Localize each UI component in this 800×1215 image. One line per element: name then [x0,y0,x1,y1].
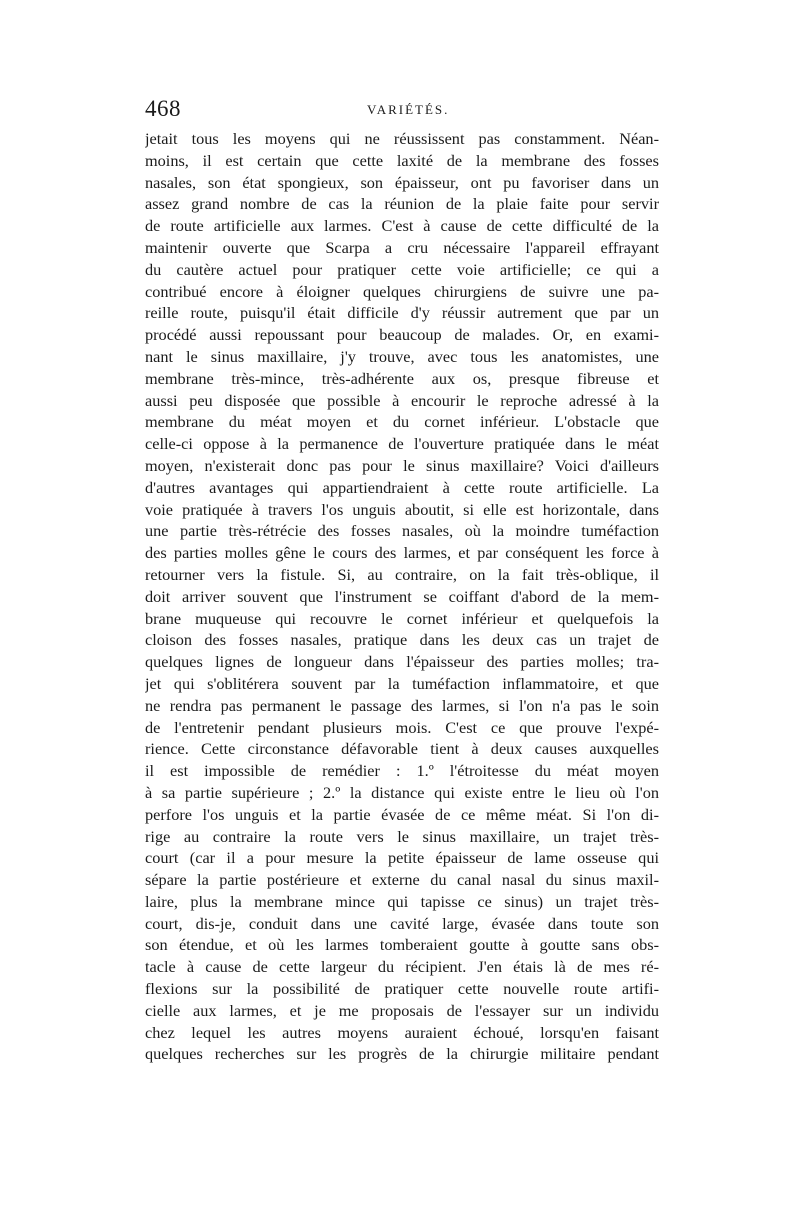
text-line: doit arriver souvent que l'instrument se coiffant d'abord de la mem- [145,586,659,606]
text-line: sépare la partie postérieure et externe du canal nasal du sinus maxil- [145,870,659,890]
text-line: jet qui s'oblitérera souvent par la tuméfaction inflammatoire, et que [145,673,659,693]
text-line: aussi peu disposée que possible à encourir le reproche adressé à la [145,390,659,410]
text-line: cielle aux larmes, et je me proposais de l'essayer sur un individu [145,1000,659,1020]
text-line: moins, il est certain que cette laxité de la membrane des fosses [145,150,659,170]
text-line: de l'entretenir pendant plusieurs mois. C'est ce que prouve l'expé- [145,717,659,737]
text-line: membrane du méat moyen et du cornet inférieur. L'obstacle que [145,412,659,432]
text-line: reille route, puisqu'il était difficile d'y réussir autrement que par un [145,303,659,323]
text-line: des parties molles gêne le cours des larmes, et par conséquent les force à [145,543,659,563]
text-line: voie pratiquée à travers l'os unguis aboutit, si elle est horizontale, dans [145,499,659,519]
text-line: cloison des fosses nasales, pratique dans les deux cas un trajet de [145,630,659,650]
text-line: tacle à cause de cette largeur du récipient. J'en étais là de mes ré- [145,957,659,977]
text-line: laire, plus la membrane mince qui tapisse ce sinus) un trajet très- [145,891,659,911]
text-line: quelques lignes de longueur dans l'épaisseur des parties molles; tra- [145,652,659,672]
text-line: nasales, son état spongieux, son épaisseur, ont pu favoriser dans un [145,172,659,192]
text-line: son étendue, et où les larmes tomberaient goutte à goutte sans obs- [145,935,659,955]
text-line: ne rendra pas permanent le passage des larmes, si l'on n'a pas le soin [145,695,659,715]
text-line: flexions sur la possibilité de pratiquer cette nouvelle route artifi- [145,979,659,999]
running-title: VARIÉTÉS. [367,102,450,117]
text-line: rige au contraire la route vers le sinus maxillaire, un trajet très- [145,826,659,846]
text-line: maintenir ouverte que Scarpa a cru nécessaire l'appareil effrayant [145,237,659,257]
text-line: quelques recherches sur les progrès de la chirurgie militaire pendant [145,1044,659,1064]
text-line: assez grand nombre de cas la réunion de la plaie faite pour servir [145,194,659,214]
text-line: procédé aussi repoussant pour beaucoup de malades. Or, en exami- [145,325,659,345]
text-line: une partie très-rétrécie des fosses nasales, où la moindre tuméfaction [145,521,659,541]
text-line: il est impossible de remédier : 1.º l'étroitesse du méat moyen [145,761,659,781]
text-line: jetait tous les moyens qui ne réussissent pas constamment. Néan- [145,129,659,148]
text-line: à sa partie supérieure ; 2.º la distance qui existe entre le lieu où l'on [145,782,659,802]
text-line: d'autres avantages qui appartiendraient à cette route artificielle. La [145,477,659,497]
text-line: court, dis-je, conduit dans une cavité large, évasée dans toute son [145,913,659,933]
text-line: membrane très-mince, très-adhérente aux os, presque fibreuse et [145,368,659,388]
text-line: rience. Cette circonstance défavorable tient à deux causes auxquelles [145,739,659,759]
text-line: du cautère actuel pour pratiquer cette voie artificielle; ce qui a [145,259,659,279]
text-line: chez lequel les autres moyens auraient échoué, lorsqu'en faisant [145,1022,659,1042]
text-line: de route artificielle aux larmes. C'est à cause de cette difficulté de la [145,216,659,236]
text-line: perfore l'os unguis et la partie évasée de ce même méat. Si l'on di- [145,804,659,824]
text-line: brane muqueuse qui recouvre le cornet inférieur et quelquefois la [145,608,659,628]
text-line: moyen, n'existerait donc pas pour le sinus maxillaire? Voici d'ailleurs [145,455,659,475]
text-line: retourner vers la fistule. Si, au contraire, on la fait très-oblique, il [145,564,659,584]
text-line: nant le sinus maxillaire, j'y trouve, avec tous les anatomistes, une [145,346,659,366]
text-line: celle-ci oppose à la permanence de l'ouverture pratiquée dans le méat [145,434,659,454]
text-line: contribué encore à éloigner quelques chirurgiens de suivre une pa- [145,281,659,301]
text-line: court (car il a pour mesure la petite épaisseur de lame osseuse qui [145,848,659,868]
page-number: 468 [145,96,181,121]
body-text [145,128,659,1065]
page-header [145,96,665,126]
